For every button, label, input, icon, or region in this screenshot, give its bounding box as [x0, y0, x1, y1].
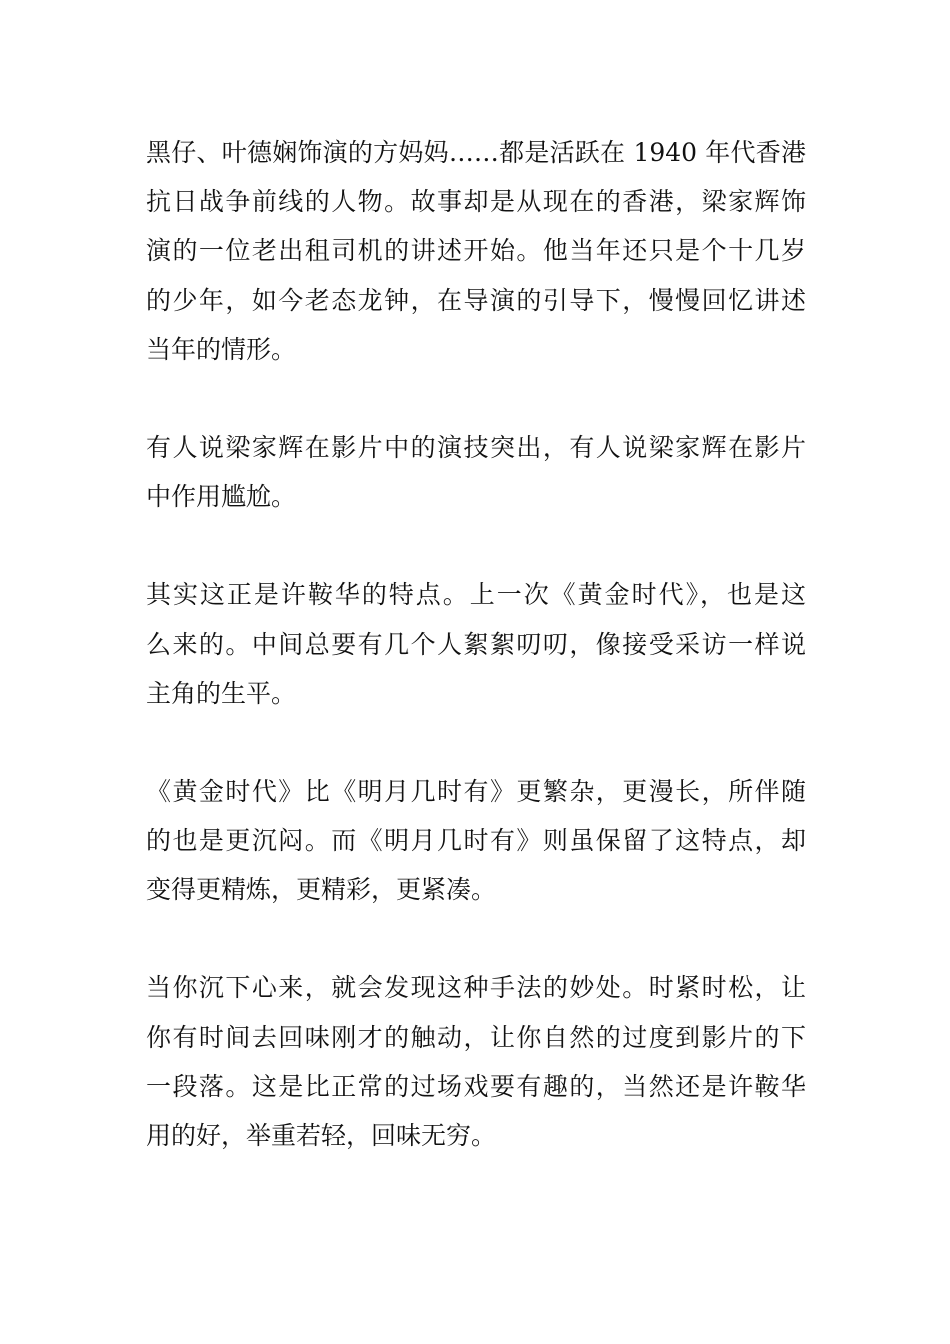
text-line: 的少年，如今老态龙钟，在导演的引导下，慢慢回忆讲述 [146, 285, 806, 315]
text-line: 你有时间去回味刚才的触动，让你自然的过度到影片的下 [146, 1022, 806, 1052]
text-line: 主角的生平。 [146, 678, 297, 708]
text-line: 演的一位老出租司机的讲述开始。他当年还只是个十几岁 [146, 236, 806, 266]
text-line: 《黄金时代》比《明月几时有》更繁杂，更漫长，所伴随 [146, 776, 806, 806]
text-line: 当年的情形。 [146, 334, 297, 364]
paragraph-5 [146, 963, 806, 1160]
text-line: 的也是更沉闷。而《明月几时有》则虽保留了这特点，却 [146, 826, 806, 856]
text-line: 中作用尴尬。 [146, 482, 297, 512]
text-line: 黑仔、叶德娴饰演的方妈妈……都是活跃在 1940 年代香港 [146, 138, 806, 167]
paragraph-2 [146, 423, 806, 521]
document-page [146, 128, 806, 1209]
text-line: 抗日战争前线的人物。故事却是从现在的香港，梁家辉饰 [146, 187, 806, 217]
text-line: 一段落。这是比正常的过场戏要有趣的，当然还是许鞍华 [146, 1071, 806, 1101]
paragraph-1 [146, 128, 806, 374]
text-line: 用的好，举重若轻，回味无穷。 [146, 1121, 497, 1150]
paragraph-4 [146, 767, 806, 915]
paragraph-3 [146, 570, 806, 718]
text-line: 么来的。中间总要有几个人絮絮叨叨，像接受采访一样说 [146, 629, 806, 659]
text-line: 当你沉下心来，就会发现这种手法的妙处。时紧时松，让 [146, 973, 806, 1003]
text-line: 有人说梁家辉在影片中的演技突出，有人说梁家辉在影片 [146, 432, 806, 462]
text-line: 变得更精炼，更精彩，更紧凑。 [146, 875, 497, 905]
text-line: 其实这正是许鞍华的特点。上一次《黄金时代》，也是这 [146, 580, 806, 610]
